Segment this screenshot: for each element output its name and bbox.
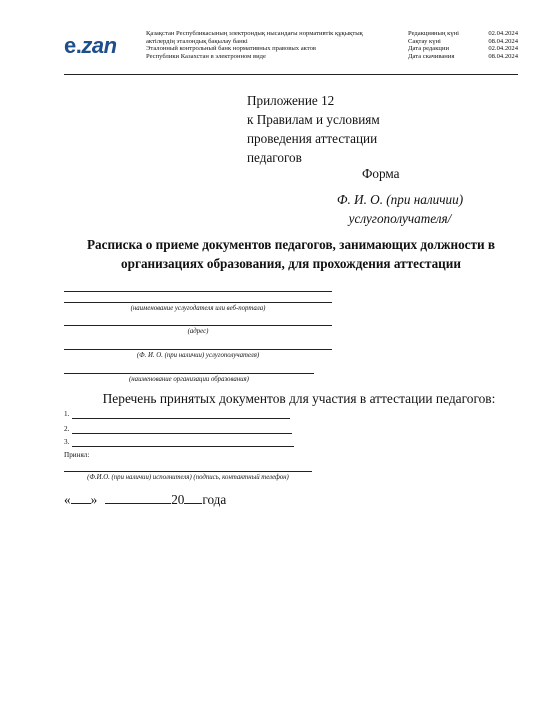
list-item-line: [72, 446, 294, 447]
header-line: актілердің эталондық бақылау банкі: [146, 37, 248, 45]
list-item-number: 2.: [64, 425, 70, 433]
accepted-label: Принял:: [64, 451, 90, 459]
header-line: Республики Казахстан в электронном виде: [146, 52, 266, 60]
recipient-caption: (Ф. И. О. (при наличии) услугополучателя): [136, 352, 260, 359]
list-item-line: [72, 433, 292, 434]
header-divider: [64, 74, 518, 75]
meta-row: Дата редакции 02.04.2024: [408, 45, 518, 53]
header-line: Эталонный контрольный банк нормативных правовых актов: [146, 45, 316, 53]
day-blank: [71, 492, 91, 504]
documents-list-title: Перечень принятых документов для участия в аттестации педагогов:: [102, 391, 496, 406]
date-line: « » 20 года: [64, 492, 227, 507]
document-title: Расписка о приеме документов педагогов, занимающих должности в организациях образования, для прохождения аттестации: [86, 237, 496, 271]
address-caption: (адрес): [187, 328, 209, 335]
ezan-logo: e.zan: [64, 33, 117, 58]
meta-row: Редакцияның күні 02.04.2024: [408, 30, 518, 37]
fill-line: [64, 471, 312, 472]
header-bank-title: [146, 30, 391, 60]
header-dates: [408, 30, 518, 60]
month-blank: [105, 492, 171, 504]
executor-caption: (Ф.И.О. (при наличии) исполнителя) (подпись, контактный телефон): [87, 474, 289, 481]
recipient-fio-label: Ф. И. О. (при наличии) услугополучателя/: [336, 192, 464, 226]
fill-line: [64, 325, 332, 326]
list-item-number: 1.: [64, 410, 70, 418]
list-item-number: 3.: [64, 438, 70, 446]
form-label: Форма: [362, 166, 400, 181]
appendix-reference: Приложение 12 к Правилам и условиям проведения аттестации педагогов: [247, 93, 380, 165]
list-item-line: [72, 418, 290, 419]
organization-caption: (наименование организации образования): [129, 376, 249, 383]
provider-caption: (наименование услугодателя или веб-портала): [130, 305, 266, 312]
fill-line: [64, 373, 314, 374]
meta-row: Сақтау күні 08.04.2024: [408, 37, 518, 45]
header-line: Қазақстан Республикасының электрондық нысандағы нормативтік құқықтық: [146, 30, 363, 37]
fill-line: [64, 291, 332, 292]
year-blank: [184, 492, 202, 504]
fill-line: [64, 349, 332, 350]
meta-row: Дата скачивания 08.04.2024: [408, 52, 518, 60]
fill-line: [64, 302, 332, 303]
